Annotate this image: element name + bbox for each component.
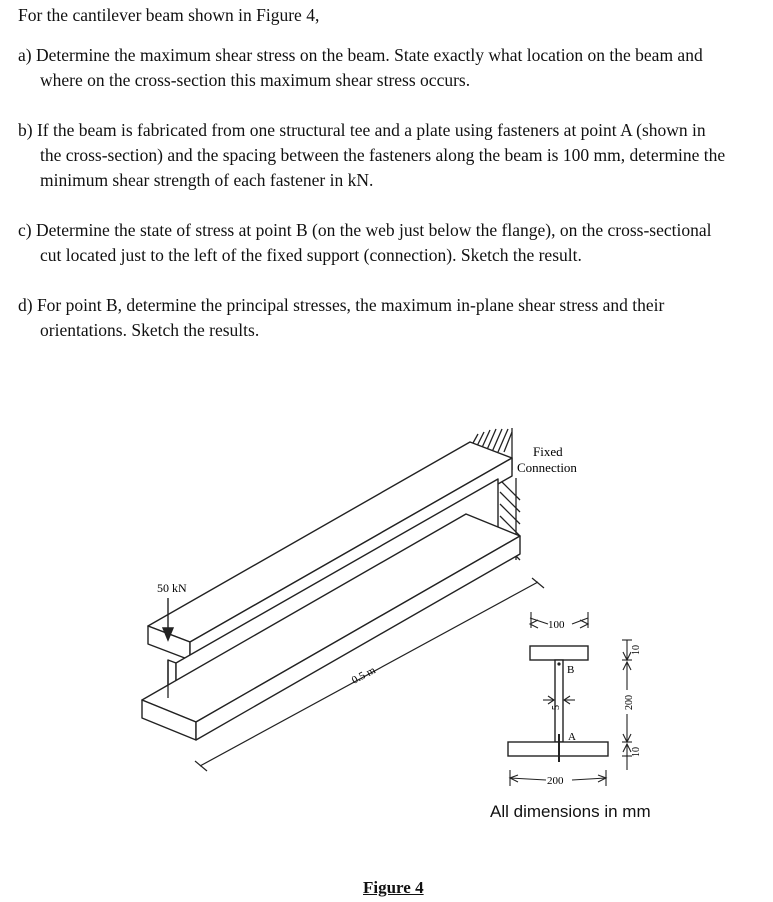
dim-web-height: 200 (624, 695, 635, 710)
question-b-line-3: minimum shear strength of each fastener in kN. (40, 170, 374, 190)
question-d-line-2: orientations. Sketch the results. (40, 320, 260, 340)
problem-intro: For the cantilever beam shown in Figure 4, (18, 5, 320, 25)
question-b-line-2: the cross-section) and the spacing between the fasteners along the beam is 100 mm, determine the (40, 145, 726, 165)
question-b-line-1: b) If the beam is fabricated from one structural tee and a plate using fasteners at point A (shown in (18, 120, 706, 140)
question-a-line-1: a) Determine the maximum shear stress on the beam. State exactly what location on the beam and (18, 45, 703, 65)
point-b-dot (557, 662, 560, 665)
length-label: 0.5 m (349, 664, 378, 687)
figure-4-beam-diagram (0, 380, 773, 820)
dim-flange-thickness-bottom: 10 (631, 747, 642, 757)
question-c-line-2: cut located just to the left of the fixed support (connection). Sketch the result. (40, 245, 582, 265)
dim-web-thickness: 5 (551, 705, 562, 710)
figure-caption: Figure 4 (363, 878, 424, 897)
point-a-label: A (568, 731, 576, 743)
load-label: 50 kN (157, 581, 187, 595)
question-d-line-1: d) For point B, determine the principal stresses, the maximum in-plane shear stress and their (18, 295, 665, 315)
dim-top-flange-width: 100 (548, 619, 565, 631)
dim-flange-thickness-top: 10 (631, 645, 642, 655)
fixed-label-line-2: Connection (517, 460, 577, 475)
fixed-label-line-1: Fixed (533, 444, 563, 459)
dimension-note: All dimensions in mm (490, 802, 651, 821)
dim-bottom-flange-width: 200 (547, 775, 564, 787)
question-c-line-1: c) Determine the state of stress at point B (on the web just below the flange), on the cross-sectional (18, 220, 712, 240)
question-a-line-2: where on the cross-section this maximum shear stress occurs. (40, 70, 471, 90)
point-b-label: B (567, 664, 575, 676)
